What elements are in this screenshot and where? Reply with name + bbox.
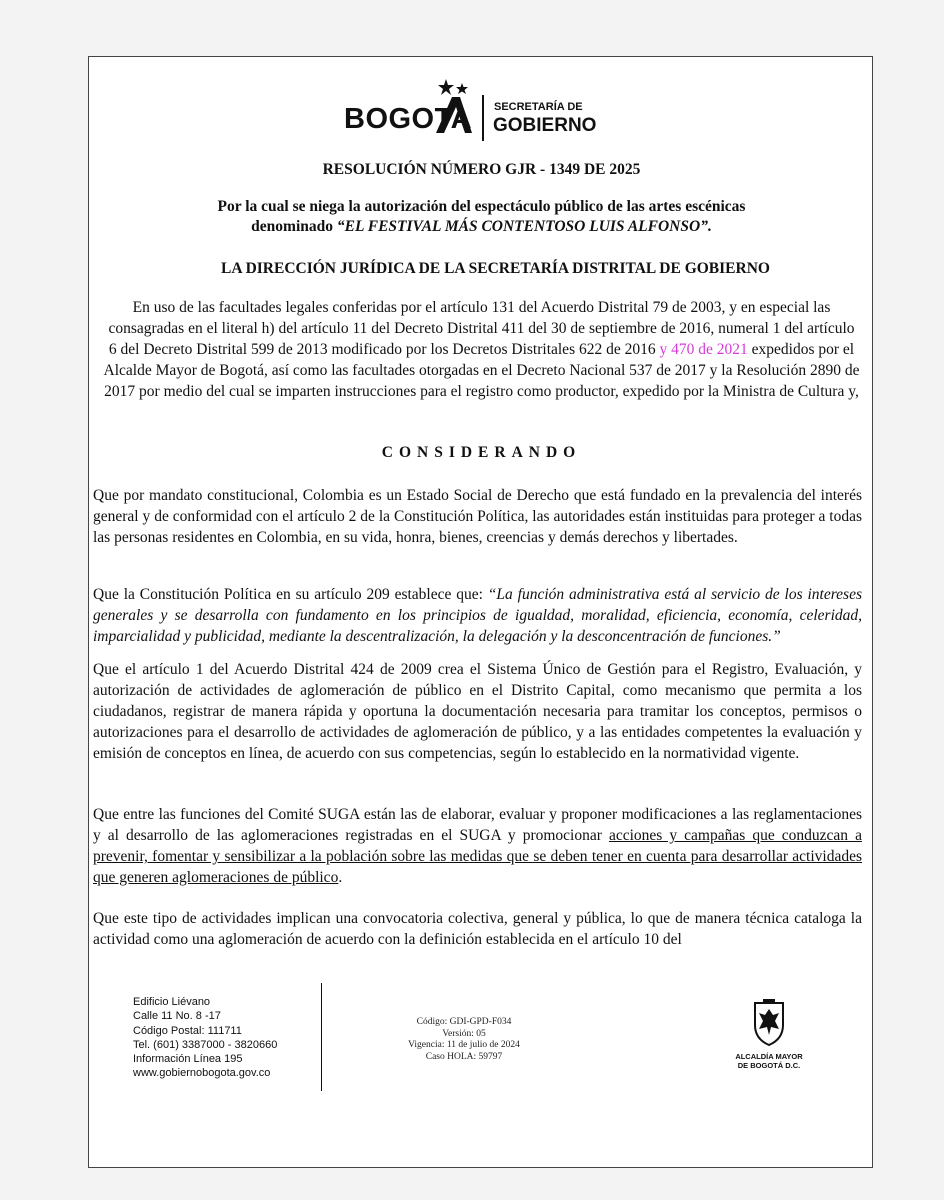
code-line: Caso HOLA: 59797 (425, 1051, 503, 1062)
considerando-heading: CONSIDERANDO (381, 444, 582, 461)
address-line: Edificio Liévano (133, 996, 211, 1008)
paragraph-1: Que por mandato constitucional, Colombia es un Estado Social de Derecho que está fundado en la prevalencia del interés general y de conformidad con el artículo 2 de la Constitución Política, las autoridades están instituidas para proteger a todas las personas residentes en Colombia, en su vida, honra, bienes, creencias y demás derechos y libertades. (93, 487, 862, 546)
paragraph-4-prefix: Que entre las funciones del Comité SUGA están las de elaborar, evaluar y proponer modificaciones a las reglamentaciones y al desarrollo de las aglomeraciones registradas en el SUGA y promocionar (93, 806, 862, 844)
code-line: Código: GDI-GPD-F034 (416, 1017, 512, 1027)
website-link[interactable]: www.gobiernobogota.gov.co (133, 1067, 271, 1080)
subtitle-line1: Por la cual se niega la autorización del espectáculo público de las artes escénicas (217, 198, 746, 215)
intro-paragraph (103, 297, 860, 402)
alcaldia-seal (719, 997, 819, 1070)
footer-address (133, 995, 277, 1081)
address-line: Código Postal: 111711 (133, 1024, 242, 1037)
logo-wordmark: BOGOTA (344, 103, 473, 135)
logo-gobierno: GOBIERNO (493, 115, 597, 136)
resolution-title: RESOLUCIÓN NÚMERO GJR - 1349 DE 2025 (322, 161, 641, 178)
footer-codes (359, 1017, 569, 1063)
footer-separator (321, 983, 322, 1091)
paragraph-4-suffix: . (338, 869, 343, 886)
bogota-star-logo-icon (432, 77, 478, 139)
logo-separator (482, 95, 484, 141)
address-line: Información Línea 195 (133, 1053, 243, 1066)
code-line: Vigencia: 11 de julio de 2024 (408, 1040, 520, 1050)
paragraph-3: Que el artículo 1 del Acuerdo Distrital 424 de 2009 crea el Sistema Único de Gestión para el Registro, Evaluación, y autorización de actividades de aglomeración de público en el Distrito Capital, como mecanismo que permita a los ciudadanos, registrar de manera rápida y oportuna la documentación necesaria para tramitar los conceptos, permisos o autorizaciones para el desarrollo de actividades de aglomeración de público, y a las entidades competentes la evaluación y emisión de conceptos en línea, de acuerdo con sus competencias, según lo establecido en la normatividad vigente. (93, 661, 862, 762)
paragraph-5: Que este tipo de actividades implican una convocatoria colectiva, general y pública, lo que de manera técnica cataloga la actividad como una aglomeración de acuerdo con la definición establecida en el artículo 10 del (93, 910, 862, 948)
address-line: Tel. (601) 3387000 - 3820660 (133, 1038, 278, 1051)
bogota-logo-header (344, 77, 644, 147)
event-name: “EL FESTIVAL MÁS CONTENTOSO LUIS ALFONSO”. (336, 218, 712, 235)
resolution-subtitle (129, 197, 834, 237)
paragraph-4 (93, 804, 862, 888)
intro-highlight: y 470 de 2021 (659, 341, 748, 358)
logo-secretaria: SECRETARÍA DE (494, 101, 583, 113)
intro-text-2: expedidos por el Alcalde Mayor de Bogotá, así como las facultades otorgadas en el Decreto Nacional 537 de 2017 y la Resolución 2890 de 2017 por medio del cual se imparten instrucciones para el registro como productor, expedido por la Ministra de Cultura y, (103, 341, 860, 400)
address-line: Calle 11 No. 8 -17 (133, 1010, 221, 1023)
intro-text-1: En uso de las facultades legales conferidas por el artículo 131 del Acuerdo Distrital 79 de 2003, y en especial las consagradas en el literal h) del artículo 11 del Decreto Distrital 411 del 30 de septiembre de 2016, numeral 1 del artículo 6 del Decreto Distrital 599 de 2013 modificado por los Decretos Distritales 622 de 2016 (108, 299, 855, 358)
direction-heading: LA DIRECCIÓN JURÍDICA DE LA SECRETARÍA DISTRITAL DE GOBIERNO (221, 260, 770, 277)
code-line: Versión: 05 (442, 1028, 486, 1039)
paragraph-2 (93, 584, 862, 647)
paragraph-2-quote: “La función administrativa está al servicio de los intereses generales y se desarrolla con fundamento en los principios de igualdad, moralidad, eficiencia, economía, celeridad, imparcialidad y publicidad, mediante la descentralización, la delegación y la desconcentración de funciones.” (93, 586, 863, 645)
alcaldia-line: DE BOGOTÁ D.C. (737, 1061, 801, 1070)
alcaldia-line: ALCALDÍA MAYOR (735, 1052, 803, 1061)
subtitle-line2 (129, 217, 834, 237)
paragraph-4-underlined: acciones y campañas que conduzcan a prevenir, fomentar y sensibilizar a la población sobre las medidas que se deben tener en cuenta para desarrollar actividades que generen aglomeraciones de público (93, 827, 862, 886)
subtitle-prefix: denominado (251, 218, 337, 235)
paragraph-2-prefix: Que la Constitución Política en su artículo 209 establece que: (93, 586, 488, 603)
coat-of-arms-icon (749, 997, 789, 1047)
document-page (88, 56, 873, 1168)
